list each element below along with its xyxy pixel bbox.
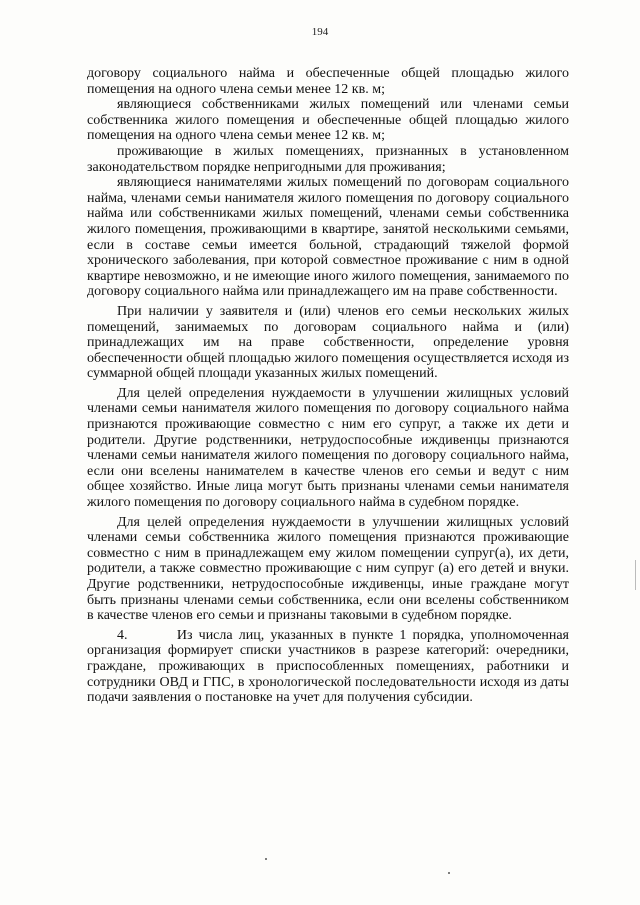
paragraph-unfit-housing: проживающие в жилых помещениях, признанных в установленном законодательством порядке непригодными для проживания; (87, 143, 569, 175)
paragraph-item-4: 4. Из числа лиц, указанных в пункте 1 порядка, уполномоченная организация формирует списки участников в разрезе категорий: очередники, граждане, проживающих в приспособленных помещениях, работники и сотрудники ОВД и ГПС, в хронологической последовательности исходя из даты подачи заявления о постановке на учет для получения субсидии. (87, 627, 573, 706)
scan-speck (265, 858, 267, 860)
scan-speck (448, 872, 450, 874)
paragraph-owner-family: Для целей определения нуждаемости в улучшении жилищных условий членами семьи собственника жилого помещения признаются проживающие совместно с ним в принадлежащем ему жилом помещении супруг(а), их дети, родители, а также совместно проживающие с ним супруг (а) его детей и внуки. Другие родственники, нетрудоспособные иждивенцы, иные граждане могут быть признаны членами семьи собственника, если они вселены собственником в качестве членов его семьи и признаны таковыми в судебном порядке. (87, 514, 569, 624)
paragraph-multiple-dwellings: При наличии у заявителя и (или) членов его семьи нескольких жилых помещений, занимаемых по договорам социального найма и (или) принадлежащих им на праве собственности, определение уровня обеспеченности общей площадью жилого помещения осуществляется исходя из суммарной общей площади указанных жилых помещений. (87, 303, 569, 382)
page-number: 194 (311, 26, 329, 38)
paragraph-continuation: договору социального найма и обеспеченные общей площадью жилого помещения на одного члена семьи менее 12 кв. м; (87, 66, 569, 97)
paragraph-owners: являющиеся собственниками жилых помещений или членами семьи собственника жилого помещения и обеспеченные общей площадью жилого помещения на одного члена семьи менее 12 кв. м; (87, 97, 569, 144)
paragraph-tenant-family: Для целей определения нуждаемости в улучшении жилищных условий членами семьи нанимателя жилого помещения по договору социального найма признаются проживающие совместно с ним его супруг, а также их дети и родители. Другие родственники, нетрудоспособные иждивенцы признаются членами семьи нанимателя жилого помещения по договору социального найма, если они вселены нанимателем в качестве членов его семьи и ведут с ним общее хозяйство. Иные лица могут быть признаны членами семьи нанимателя жилого помещения по договору социального найма в судебном порядке. (87, 385, 569, 511)
scan-edge-mark (635, 560, 636, 590)
document-body (87, 66, 573, 706)
paragraph-shared-apartment: являющиеся нанимателями жилых помещений по договорам социального найма, членами семьи нанимателя жилого помещения по договору социального найма или собственниками жилых помещений, членами семьи собственника жилого помещения, проживающими в квартире, занятой несколькими семьями, если в составе семьи имеется больной, страдающий тяжелой формой хронического заболевания, при которой совместное проживание с ним в одной квартире невозможно, и не имеющие иного жилого помещения, занимаемого по договору социального найма или принадлежащего им на праве собственности. (87, 175, 569, 300)
